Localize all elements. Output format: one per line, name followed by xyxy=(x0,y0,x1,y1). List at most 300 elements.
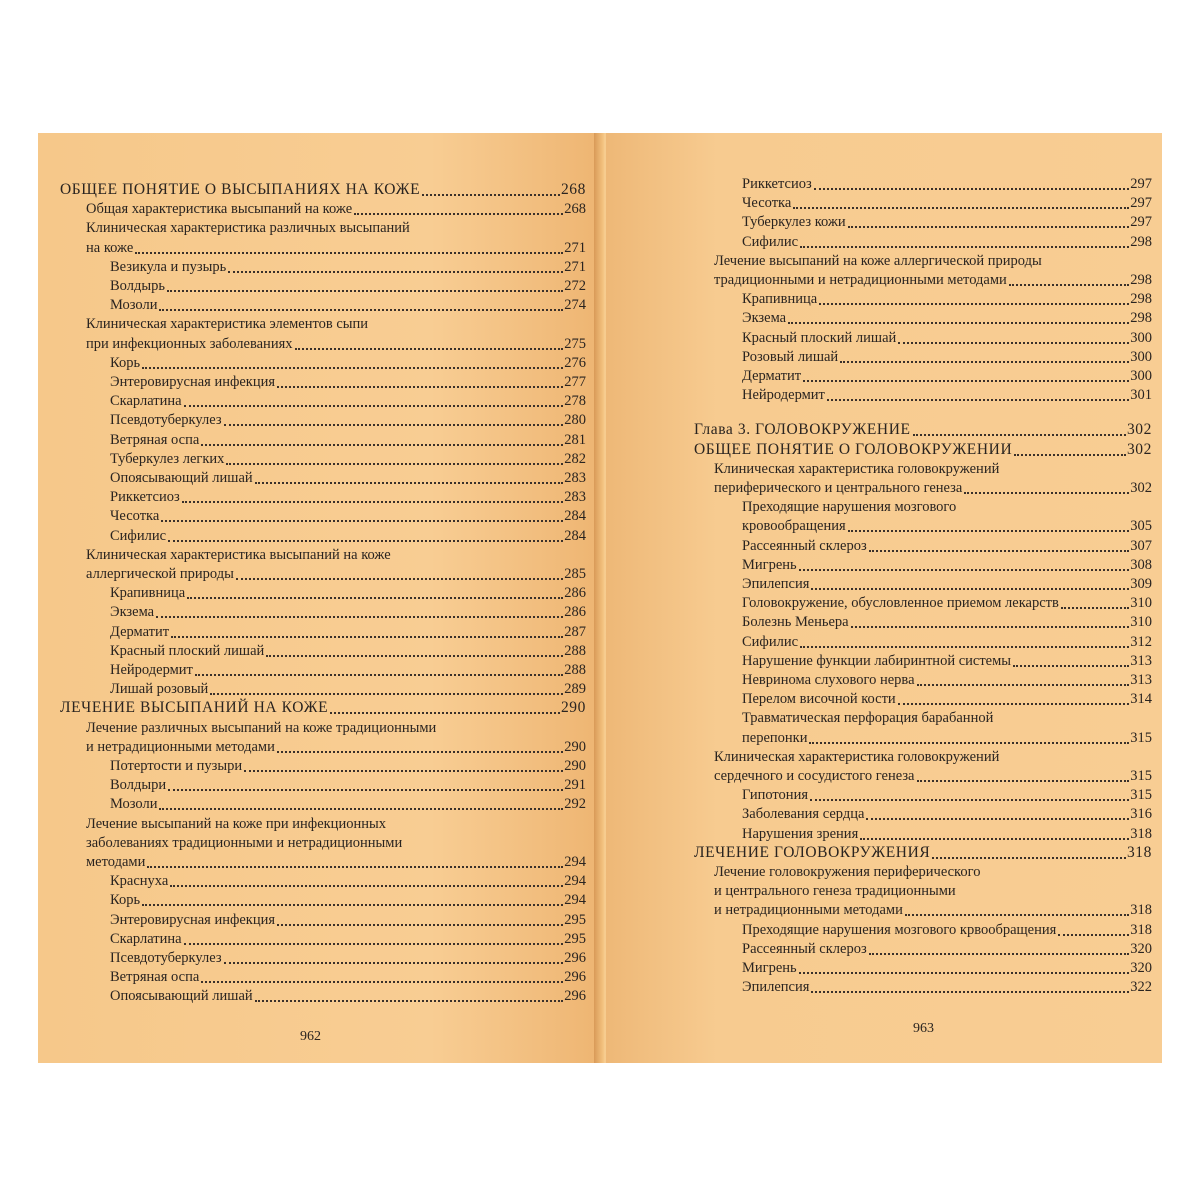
toc-entry-title: Экзема xyxy=(110,604,155,621)
toc-entry xyxy=(110,661,586,679)
toc-entry-title: Риккетсиоз xyxy=(742,176,812,192)
toc-entry xyxy=(742,978,1152,996)
toc-entry-title: методами xyxy=(86,854,146,870)
toc-entry xyxy=(86,335,586,353)
dot-leader xyxy=(1058,934,1129,936)
dot-leader xyxy=(159,309,563,311)
toc-entry-title: Опоясывающий лишай xyxy=(110,470,253,486)
toc-entry xyxy=(714,271,1152,289)
toc-entry-title: Псевдотуберкулез xyxy=(110,950,222,966)
toc-entry-title: Рассеянный склероз xyxy=(742,537,867,554)
toc-entry xyxy=(86,200,586,218)
toc-entry-title: Чесотка xyxy=(110,508,160,525)
toc-entry-page: 300 xyxy=(1130,348,1152,365)
toc-entry xyxy=(110,623,586,641)
toc-entry-page: 276 xyxy=(564,354,586,371)
toc-entry-page: 294 xyxy=(564,854,586,870)
dot-leader xyxy=(840,361,1129,363)
toc-entry-page: 286 xyxy=(564,585,586,602)
toc-entry-page: 277 xyxy=(564,374,586,390)
toc-entry-title: Лишай розовый xyxy=(110,681,209,698)
toc-entry-title: Розовый лишай xyxy=(742,348,839,365)
toc-entry-page: 322 xyxy=(1130,979,1152,996)
toc-entry xyxy=(742,233,1152,251)
toc-entry-title: Чесотка xyxy=(742,195,792,212)
dot-leader xyxy=(860,838,1129,840)
toc-entry-title: Опоясывающий лишай xyxy=(110,988,253,1005)
toc-entry xyxy=(110,507,586,525)
dot-leader xyxy=(277,386,563,388)
dot-leader xyxy=(913,434,1126,436)
dot-leader xyxy=(1061,607,1129,609)
toc-entry xyxy=(110,527,586,545)
toc-entry xyxy=(60,699,586,717)
toc-entry-page: 315 xyxy=(1130,768,1152,784)
toc-entry-title: Везикула и пузырь xyxy=(110,258,227,275)
dot-leader xyxy=(226,463,563,465)
toc-entry xyxy=(110,642,586,660)
left-page-number: 962 xyxy=(300,1029,321,1044)
dot-leader xyxy=(354,213,563,215)
toc-entry xyxy=(86,834,586,852)
toc-entry-title: Псевдотуберкулез xyxy=(110,412,222,429)
toc-entry xyxy=(742,613,1152,631)
toc-entry xyxy=(742,575,1152,593)
dot-leader xyxy=(964,492,1129,494)
toc-entry-title: Мигрень xyxy=(742,556,797,573)
toc-entry-page: 289 xyxy=(564,681,586,698)
toc-entry-title: Нейродермит xyxy=(110,662,193,678)
toc-entry-title: Ветряная оспа xyxy=(110,431,200,448)
toc-entry-page: 294 xyxy=(564,873,586,890)
dot-leader xyxy=(788,322,1129,324)
dot-leader xyxy=(810,799,1129,801)
toc-entry xyxy=(742,348,1152,366)
toc-entry-title: Энтеровирусная инфекция xyxy=(110,374,276,390)
dot-leader xyxy=(277,751,563,753)
toc-entry-title: Нарушение функции лабиринтной системы xyxy=(742,652,1012,669)
toc-entry-title: кровообращения xyxy=(742,518,846,535)
toc-entry-title: Дерматит xyxy=(742,368,802,384)
toc-entry xyxy=(694,441,1152,459)
toc-entry xyxy=(742,825,1152,843)
dot-leader xyxy=(898,703,1130,705)
toc-entry xyxy=(86,738,586,756)
toc-entry-title: Потертости и пузыри xyxy=(110,758,243,774)
toc-entry-title: Волдырь xyxy=(110,278,165,294)
dot-leader xyxy=(201,444,563,446)
toc-entry xyxy=(742,194,1152,212)
toc-entry xyxy=(742,786,1152,804)
toc-entry xyxy=(714,748,1152,766)
toc-entry-title: при инфекционных заболеваниях xyxy=(86,335,293,352)
toc-entry-title: Клиническая характеристика головокружений xyxy=(714,460,1000,477)
toc-entry-title: Туберкулез кожи xyxy=(742,214,846,231)
toc-entry xyxy=(742,175,1152,193)
toc-entry xyxy=(742,517,1152,535)
toc-entry-title: Лечение головокружения периферического xyxy=(714,864,981,880)
toc-entry xyxy=(742,940,1152,958)
toc-entry-title: периферического и центрального генеза xyxy=(714,480,963,496)
toc-entry xyxy=(742,690,1152,708)
toc-entry-page: 313 xyxy=(1130,672,1152,688)
dot-leader xyxy=(917,780,1130,782)
toc-entry xyxy=(714,460,1152,478)
toc-entry xyxy=(742,556,1152,574)
toc-entry-page: 318 xyxy=(1130,902,1152,919)
dot-leader xyxy=(330,712,560,714)
dot-leader xyxy=(898,342,1129,344)
toc-entry-page: 302 xyxy=(1126,440,1152,458)
dot-leader xyxy=(1014,454,1126,456)
toc-entry xyxy=(714,901,1152,919)
toc-entry-page: 295 xyxy=(564,930,586,947)
toc-entry-title: Заболевания сердца xyxy=(742,806,865,823)
toc-entry-page: 274 xyxy=(564,297,586,314)
toc-entry xyxy=(110,680,586,698)
toc-entry-page: 297 xyxy=(1130,195,1152,212)
toc-entry-page: 308 xyxy=(1130,556,1152,573)
toc-entry-title: Краснуха xyxy=(110,873,169,890)
toc-entry-page: 302 xyxy=(1130,480,1152,496)
toc-entry-title: Скарлатина xyxy=(110,930,182,947)
toc-entry-page: 298 xyxy=(1130,272,1152,288)
toc-entry-page: 291 xyxy=(564,777,586,794)
toc-entry-title: Корь xyxy=(110,892,141,909)
toc-entry-page: 318 xyxy=(1126,843,1152,861)
dot-leader xyxy=(142,367,563,369)
toc-entry-page: 268 xyxy=(564,201,586,218)
toc-entry xyxy=(110,949,586,967)
dot-leader xyxy=(851,626,1130,628)
toc-entry-page: 271 xyxy=(564,258,586,275)
toc-entry xyxy=(742,921,1152,939)
toc-entry-page: 283 xyxy=(564,489,586,506)
toc-entry-page: 316 xyxy=(1130,806,1152,823)
toc-entry xyxy=(110,603,586,621)
toc-entry-page: 284 xyxy=(564,527,586,544)
left-page xyxy=(38,133,600,1063)
toc-entry xyxy=(742,213,1152,231)
toc-entry xyxy=(742,805,1152,823)
dot-leader xyxy=(228,271,563,273)
toc-entry-title: Клиническая характеристика головокружений xyxy=(714,748,1000,765)
toc-entry-page: 275 xyxy=(564,335,586,352)
dot-leader xyxy=(803,380,1129,382)
toc-entry-title: Лечение высыпаний на коже аллергической природы xyxy=(714,252,1042,269)
toc-entry-title: Мозоли xyxy=(110,297,158,314)
toc-entry-title: Головокружение, обусловленное приемом лекарств xyxy=(742,595,1059,612)
dot-leader xyxy=(277,924,563,926)
toc-entry xyxy=(86,853,586,871)
toc-entry xyxy=(742,594,1152,612)
dot-leader xyxy=(799,569,1130,571)
toc-entry-title: и нетрадиционными методами xyxy=(86,738,275,755)
toc-entry xyxy=(742,652,1152,670)
toc-entry-title: Глава 3. ГОЛОВОКРУЖЕНИЕ xyxy=(694,421,911,439)
toc-entry xyxy=(86,546,586,564)
toc-entry-title: Травматическая перфорация барабанной xyxy=(742,710,994,727)
dot-leader xyxy=(1013,665,1129,667)
toc-entry xyxy=(714,863,1152,881)
toc-entry xyxy=(742,309,1152,327)
toc-entry-title: Лечение различных высыпаний на коже традиционными xyxy=(86,719,437,736)
toc-entry-page: 295 xyxy=(564,911,586,928)
toc-entry xyxy=(110,795,586,813)
dot-leader xyxy=(236,578,563,580)
toc-entry-title: ЛЕЧЕНИЕ ВЫСЫПАНИЙ НА КОЖЕ xyxy=(60,699,329,717)
toc-entry-page: 294 xyxy=(564,892,586,909)
toc-entry-page: 284 xyxy=(564,508,586,525)
toc-entry-title: Туберкулез легких xyxy=(110,450,225,467)
toc-entry xyxy=(86,719,586,737)
dot-leader xyxy=(224,424,564,426)
toc-entry-title: Перелом височной кости xyxy=(742,691,896,708)
dot-leader xyxy=(184,405,564,407)
toc-entry-page: 298 xyxy=(1130,291,1152,308)
dot-leader xyxy=(848,226,1130,228)
dot-leader xyxy=(800,646,1129,648)
dot-leader xyxy=(799,972,1130,974)
dot-leader xyxy=(184,943,564,945)
toc-entry xyxy=(742,367,1152,385)
toc-entry-page: 292 xyxy=(564,796,586,813)
toc-entry-title: Крапивница xyxy=(110,585,186,602)
toc-entry-page: 318 xyxy=(1130,825,1152,842)
toc-entry-title: Невринома слухового нерва xyxy=(742,672,915,688)
dot-leader xyxy=(147,866,563,868)
toc-entry xyxy=(110,411,586,429)
toc-entry-title: Крапивница xyxy=(742,291,818,308)
dot-leader xyxy=(793,207,1129,209)
toc-entry-title: Ветряная оспа xyxy=(110,969,200,986)
toc-entry xyxy=(714,882,1152,900)
toc-entry-page: 301 xyxy=(1130,387,1152,404)
toc-entry xyxy=(742,498,1152,516)
toc-entry-title: Эпилепсия xyxy=(742,576,810,592)
dot-leader xyxy=(161,520,563,522)
dot-leader xyxy=(800,246,1129,248)
toc-entry xyxy=(110,891,586,909)
toc-entry-title: ЛЕЧЕНИЕ ГОЛОВОКРУЖЕНИЯ xyxy=(694,843,931,861)
toc-entry-title: и центрального генеза традиционными xyxy=(714,883,956,900)
toc-entry-page: 283 xyxy=(564,470,586,486)
toc-entry-page: 296 xyxy=(564,950,586,966)
toc-entry-page: 315 xyxy=(1130,787,1152,804)
toc-entry xyxy=(86,315,586,333)
dot-leader xyxy=(159,808,563,810)
toc-entry xyxy=(110,911,586,929)
toc-entry xyxy=(86,219,586,237)
dot-leader xyxy=(224,962,564,964)
open-book xyxy=(38,133,1162,1063)
toc-entry-page: 298 xyxy=(1130,310,1152,327)
toc-entry-page: 290 xyxy=(564,758,586,774)
dot-leader xyxy=(201,981,563,983)
toc-entry-title: Риккетсиоз xyxy=(110,489,180,506)
toc-entry-page: 288 xyxy=(564,642,586,659)
toc-entry-title: ОБЩЕЕ ПОНЯТИЕ О ВЫСЫПАНИЯХ НА КОЖЕ xyxy=(60,181,421,198)
toc-entry-title: Экзема xyxy=(742,310,787,327)
dot-leader xyxy=(255,1000,564,1002)
toc-entry-page: 305 xyxy=(1130,518,1152,535)
toc-entry xyxy=(110,450,586,468)
dot-leader xyxy=(811,588,1129,590)
dot-leader xyxy=(905,914,1129,916)
toc-entry-title: Мозоли xyxy=(110,796,158,813)
toc-entry xyxy=(742,709,1152,727)
toc-entry xyxy=(694,844,1152,862)
toc-entry xyxy=(110,277,586,295)
toc-entry-title: традиционными и нетрадиционными методами xyxy=(714,272,1007,288)
toc-entry-title: Энтеровирусная инфекция xyxy=(110,911,276,928)
toc-entry xyxy=(742,329,1152,347)
dot-leader xyxy=(168,789,563,791)
toc-entry xyxy=(86,815,586,833)
dot-leader xyxy=(170,885,563,887)
toc-entry-page: 320 xyxy=(1130,960,1152,976)
toc-entry-page: 298 xyxy=(1130,233,1152,250)
toc-entry xyxy=(714,479,1152,497)
toc-entry-page: 268 xyxy=(560,181,586,198)
toc-entry-page: 288 xyxy=(564,662,586,678)
dot-leader xyxy=(809,742,1129,744)
toc-entry xyxy=(110,968,586,986)
toc-entry-title: Красный плоский лишай xyxy=(110,642,265,659)
toc-entry xyxy=(110,757,586,775)
toc-entry-title: Волдыри xyxy=(110,777,167,794)
toc-entry-title: Мигрень xyxy=(742,960,797,976)
toc-entry-page: 278 xyxy=(564,393,586,410)
toc-entry-page: 296 xyxy=(564,988,586,1005)
toc-entry xyxy=(714,767,1152,785)
toc-entry xyxy=(110,872,586,890)
toc-entry-title: Преходящие нарушения мозгового xyxy=(742,499,957,516)
toc-entry-page: 315 xyxy=(1130,729,1152,746)
toc-entry xyxy=(110,258,586,276)
dot-leader xyxy=(932,857,1126,859)
toc-entry-title: Гипотония xyxy=(742,787,808,804)
toc-entry-page: 285 xyxy=(564,566,586,582)
toc-entry-page: 297 xyxy=(1130,176,1152,192)
toc-entry-title: Эпилепсия xyxy=(742,979,810,996)
toc-entry-title: Болезнь Меньера xyxy=(742,614,849,631)
toc-entry-page: 318 xyxy=(1130,921,1152,938)
toc-entry-page: 320 xyxy=(1130,940,1152,957)
toc-entry-title: Красный плоский лишай xyxy=(742,329,897,346)
toc-entry-page: 313 xyxy=(1130,652,1152,669)
toc-entry-page: 296 xyxy=(564,969,586,986)
toc-entry-title: Сифилис xyxy=(742,233,799,250)
dot-leader xyxy=(819,303,1129,305)
toc-entry-title: Дерматит xyxy=(110,623,170,640)
right-page-number: 963 xyxy=(913,1021,934,1036)
dot-leader xyxy=(255,482,564,484)
dot-leader xyxy=(866,818,1129,820)
toc-entry-page: 307 xyxy=(1130,537,1152,554)
toc-entry-title: Нарушения зрения xyxy=(742,825,859,842)
toc-entry xyxy=(110,987,586,1005)
toc-entry xyxy=(110,373,586,391)
toc-entry xyxy=(742,959,1152,977)
dot-leader xyxy=(917,684,1130,686)
toc-entry xyxy=(110,296,586,314)
toc-entry-page: 272 xyxy=(564,278,586,294)
toc-entry xyxy=(742,729,1152,747)
toc-entry-title: заболеваниях традиционными и нетрадиционными xyxy=(86,834,403,851)
toc-entry-title: сердечного и сосудистого генеза xyxy=(714,768,915,784)
toc-entry xyxy=(742,537,1152,555)
toc-entry-page: 314 xyxy=(1130,691,1152,708)
dot-leader xyxy=(827,399,1129,401)
toc-entry-title: Лечение высыпаний на коже при инфекционных xyxy=(86,815,386,832)
dot-leader xyxy=(135,252,563,254)
toc-entry-title: Общая характеристика высыпаний на коже xyxy=(86,201,353,218)
toc-entry-page: 310 xyxy=(1130,595,1152,612)
dot-leader xyxy=(848,530,1130,532)
dot-leader xyxy=(1009,284,1129,286)
dot-leader xyxy=(869,550,1130,552)
toc-entry-title: Скарлатина xyxy=(110,393,182,410)
toc-entry-page: 282 xyxy=(564,450,586,467)
toc-entry-page: 297 xyxy=(1130,214,1152,231)
toc-entry xyxy=(110,354,586,372)
dot-leader xyxy=(167,290,563,292)
toc-entry xyxy=(714,252,1152,270)
dot-leader xyxy=(210,693,563,695)
dot-leader xyxy=(814,188,1130,190)
toc-entry xyxy=(742,671,1152,689)
toc-entry-page: 281 xyxy=(564,431,586,448)
toc-entry xyxy=(742,633,1152,651)
dot-leader xyxy=(142,904,563,906)
toc-entry xyxy=(110,431,586,449)
toc-entry-title: Сифилис xyxy=(742,633,799,650)
toc-entry-page: 300 xyxy=(1130,329,1152,346)
toc-entry xyxy=(742,386,1152,404)
dot-leader xyxy=(168,540,563,542)
toc-entry xyxy=(110,776,586,794)
toc-entry xyxy=(694,421,1152,439)
toc-entry-title: Рассеянный склероз xyxy=(742,940,867,957)
toc-entry-title: аллергической природы xyxy=(86,566,234,582)
toc-entry xyxy=(110,584,586,602)
dot-leader xyxy=(869,953,1130,955)
toc-entry-title: Клиническая характеристика высыпаний на коже xyxy=(86,546,391,563)
dot-leader xyxy=(244,770,563,772)
toc-entry-title: ОБЩЕЕ ПОНЯТИЕ О ГОЛОВОКРУЖЕНИИ xyxy=(694,440,1013,458)
dot-leader xyxy=(195,674,563,676)
toc-entry-title: на коже xyxy=(86,239,134,256)
toc-entry-title: и нетрадиционными методами xyxy=(714,902,903,919)
toc-entry-page: 302 xyxy=(1126,421,1152,439)
toc-entry xyxy=(110,930,586,948)
dot-leader xyxy=(422,194,560,196)
right-page xyxy=(606,133,1162,1063)
toc-entry-title: Корь xyxy=(110,354,141,371)
toc-entry-page: 271 xyxy=(564,239,586,256)
dot-leader xyxy=(187,597,563,599)
toc-entry-title: Сифилис xyxy=(110,527,167,544)
toc-entry-page: 300 xyxy=(1130,368,1152,384)
dot-leader xyxy=(295,348,564,350)
toc-entry-title: Клиническая характеристика элементов сыпи xyxy=(86,316,369,333)
toc-entry-page: 286 xyxy=(564,604,586,621)
toc-entry-page: 290 xyxy=(560,699,586,717)
toc-entry-page: 290 xyxy=(564,738,586,755)
dot-leader xyxy=(811,991,1129,993)
dot-leader xyxy=(156,616,563,618)
